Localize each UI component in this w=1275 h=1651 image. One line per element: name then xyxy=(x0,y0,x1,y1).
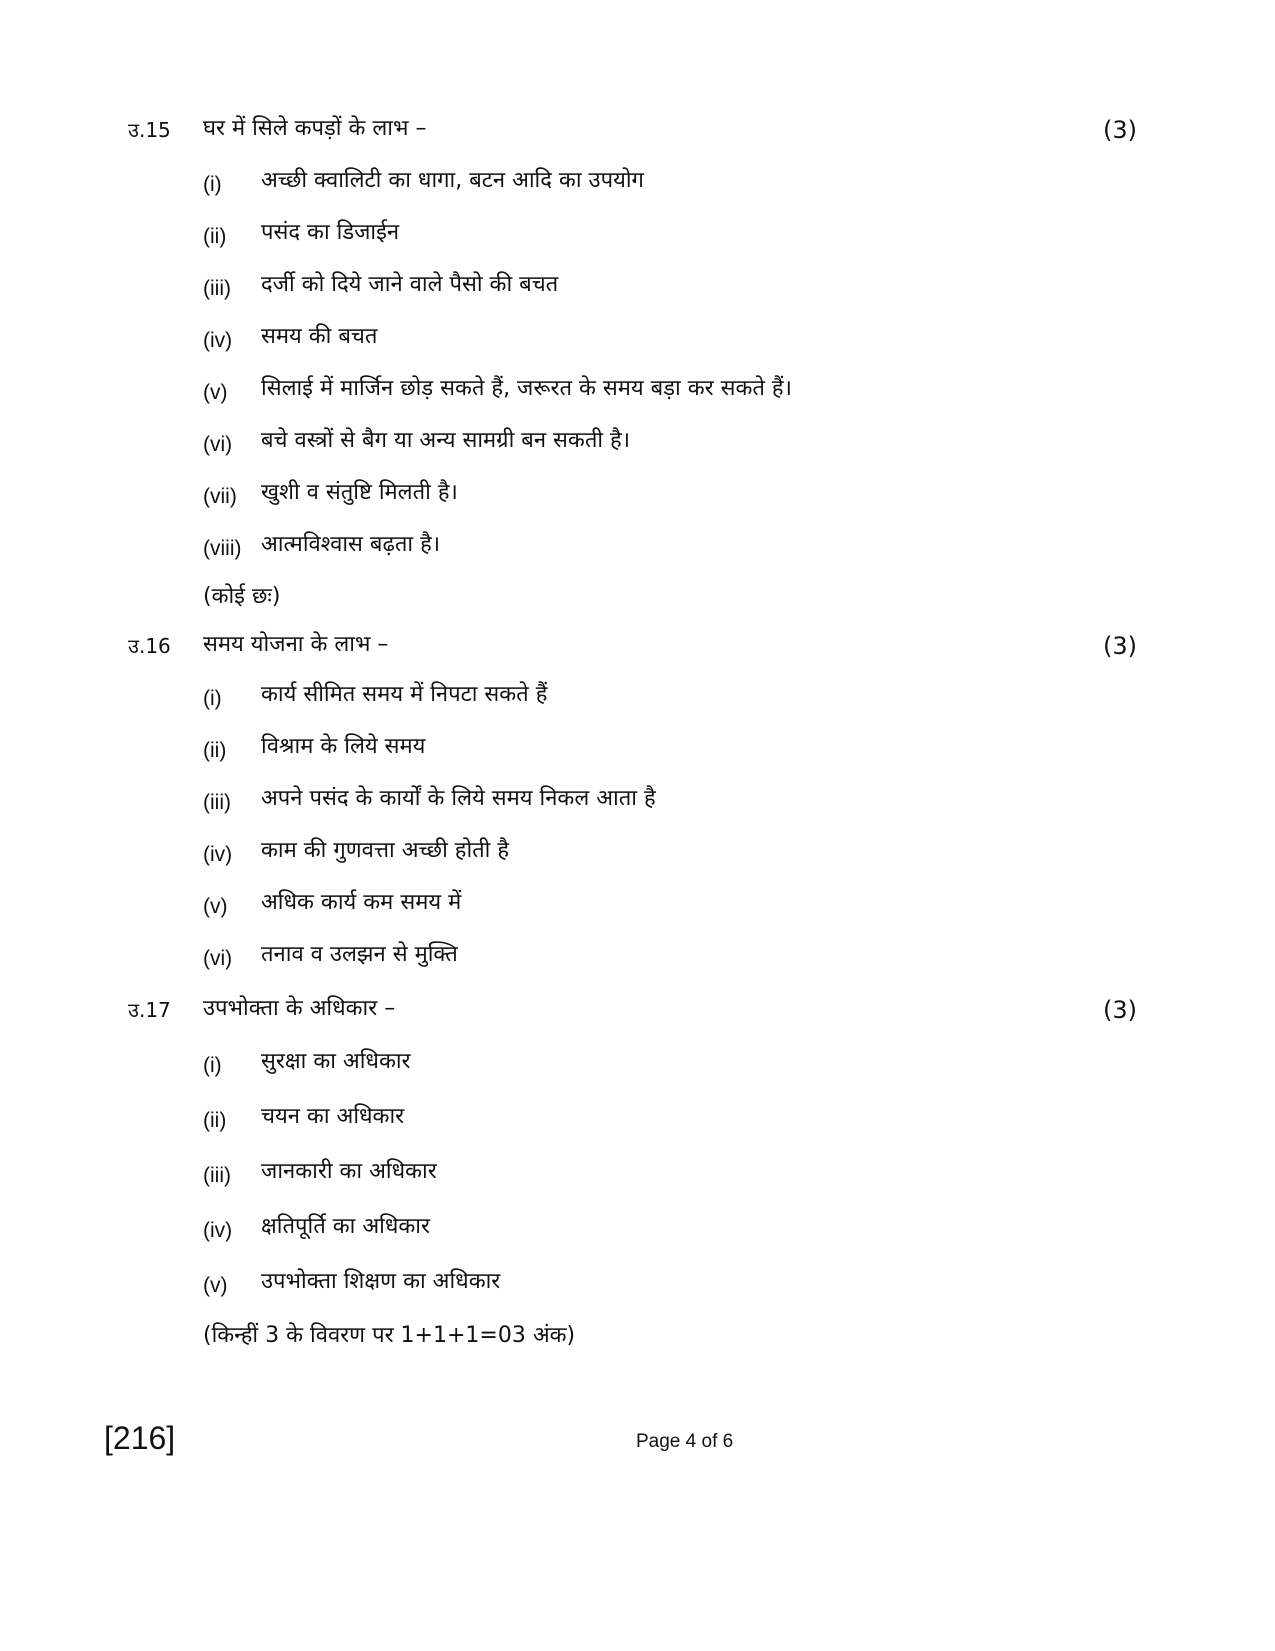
list-item: उपभोक्ता शिक्षण का अधिकार xyxy=(261,1269,501,1294)
list-item: आत्मविश्वास बढ़ता है। xyxy=(261,532,441,557)
page-number: Page 4 of 6 xyxy=(636,1431,734,1452)
item-roman: (vii) xyxy=(203,485,237,508)
question-number: उ.16 xyxy=(128,634,171,658)
item-roman: (ii) xyxy=(203,739,227,762)
list-item: कार्य सीमित समय में निपटा सकते हैं xyxy=(261,682,548,707)
question-marks: (3) xyxy=(1103,632,1137,660)
list-item: अधिक कार्य कम समय में xyxy=(261,890,462,915)
item-roman: (iv) xyxy=(203,843,233,866)
list-item: पसंद का डिजाईन xyxy=(261,220,400,245)
question-marks: (3) xyxy=(1103,996,1137,1024)
list-item: जानकारी का अधिकार xyxy=(261,1159,437,1184)
item-roman: (iv) xyxy=(203,329,233,352)
item-roman: (vi) xyxy=(203,947,233,970)
list-item: अपने पसंद के कार्यों के लिये समय निकल आता है xyxy=(261,786,656,811)
list-item: दर्जी को दिये जाने वाले पैसो की बचत xyxy=(261,272,559,297)
item-roman: (i) xyxy=(203,173,222,196)
item-roman: (i) xyxy=(203,1054,222,1077)
item-roman: (iii) xyxy=(203,1164,231,1187)
item-roman: (ii) xyxy=(203,1109,227,1132)
item-roman: (v) xyxy=(203,1274,228,1297)
question-marks: (3) xyxy=(1103,116,1137,144)
list-item: विश्राम के लिये समय xyxy=(261,734,426,759)
list-item: सुरक्षा का अधिकार xyxy=(261,1049,411,1074)
question-title: उपभोक्ता के अधिकार – xyxy=(203,996,396,1021)
list-item: खुशी व संतुष्टि मिलती है। xyxy=(261,480,458,505)
question-note: (किन्हीं 3 के विवरण पर 1+1+1=03 अंक) xyxy=(203,1323,576,1348)
item-roman: (ii) xyxy=(203,225,227,248)
item-roman: (iii) xyxy=(203,277,231,300)
item-roman: (iv) xyxy=(203,1219,233,1242)
item-roman: (v) xyxy=(203,381,228,404)
list-item: तनाव व उलझन से मुक्ति xyxy=(261,942,458,967)
item-roman: (iii) xyxy=(203,791,231,814)
list-item: चयन का अधिकार xyxy=(261,1104,405,1129)
question-title: समय योजना के लाभ – xyxy=(203,632,389,657)
item-roman: (v) xyxy=(203,895,228,918)
item-roman: (vi) xyxy=(203,433,233,456)
paper-code: [216] xyxy=(104,1420,176,1456)
question-number: उ.17 xyxy=(128,998,171,1022)
list-item: काम की गुणवत्ता अच्छी होती है xyxy=(261,838,510,863)
question-title: घर में सिले कपड़ों के लाभ – xyxy=(203,116,427,141)
list-item: अच्छी क्वालिटी का धागा, बटन आदि का उपयोग xyxy=(261,168,644,193)
question-note: (कोई छः) xyxy=(203,584,281,609)
item-roman: (i) xyxy=(203,687,222,710)
list-item: क्षतिपूर्ति का अधिकार xyxy=(261,1214,430,1239)
list-item: बचे वस्त्रों से बैग या अन्य सामग्री बन सकती है। xyxy=(261,428,631,453)
question-number: उ.15 xyxy=(128,118,171,142)
list-item: समय की बचत xyxy=(261,324,378,349)
list-item: सिलाई में मार्जिन छोड़ सकते हैं, जरूरत के समय बड़ा कर सकते हैं। xyxy=(261,376,792,401)
item-roman: (viii) xyxy=(203,537,242,560)
